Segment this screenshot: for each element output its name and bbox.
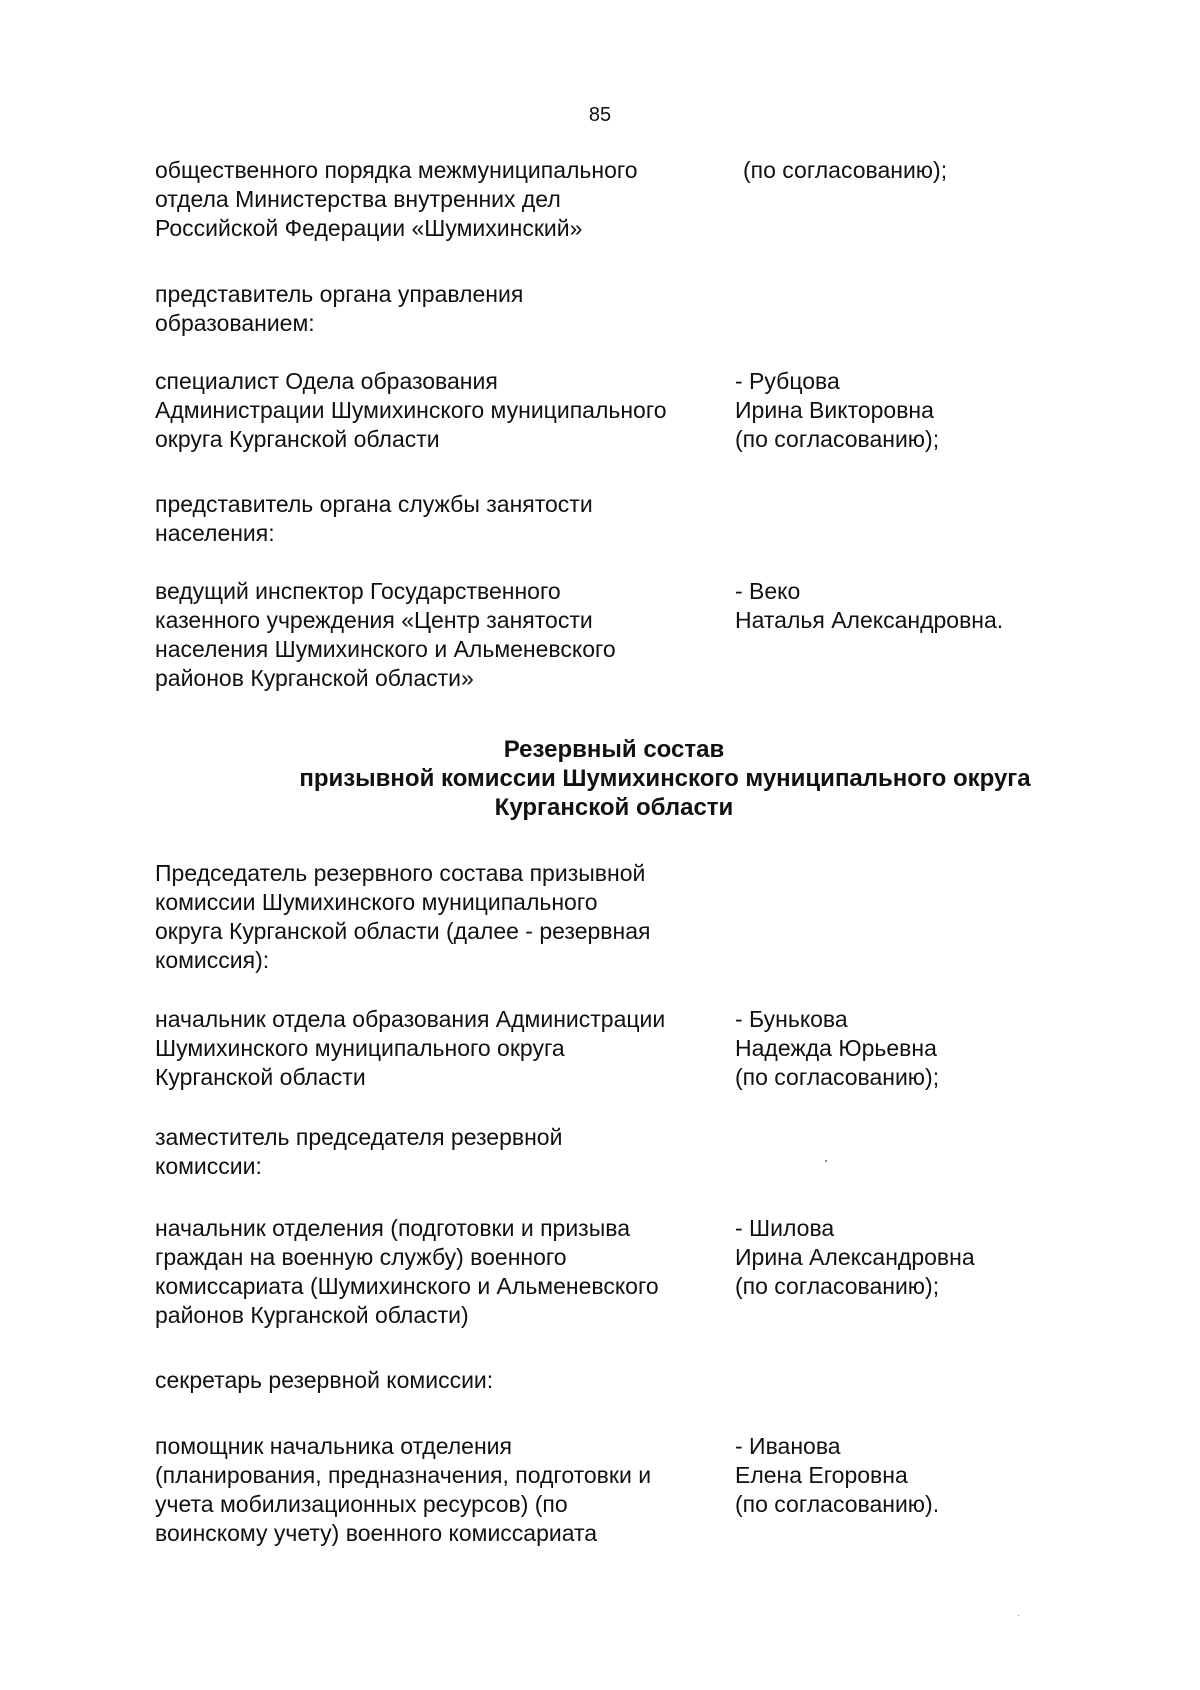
entry-person: - Иванова Елена Егоровна (по согласованию). [735, 1433, 940, 1517]
scan-speck [1018, 1615, 1019, 1616]
entry-position: ведущий инспектор Государственного казенного учреждения «Центр занятости населения Шумихинского и Альменевского районов Курганской области» [155, 578, 616, 691]
page-number: 85 [588, 104, 612, 126]
scan-speck [825, 1160, 827, 1162]
entry-person: (по согласованию); [743, 157, 948, 183]
entry-position: представитель органа управления образованием: [155, 281, 524, 336]
reserve-heading-line3: Курганской области [494, 794, 734, 821]
entry-person: - Шилова Ирина Александровна (по согласованию); [735, 1215, 975, 1299]
entry-position: начальник отделения (подготовки и призыва граждан на военную службу) военного комиссариата (Шумихинского и Альменевского районов Курганской области) [155, 1215, 659, 1328]
entry-position: помощник начальника отделения (планирования, предназначения, подготовки и учета мобилизационных ресурсов) (по воинскому учету) военного комиссариата [155, 1433, 652, 1546]
entry-person: - Рубцова Ирина Викторовна (по согласованию); [735, 368, 940, 452]
reserve-heading-line2: призывной комиссии Шумихинского муниципального округа [299, 765, 1031, 792]
entry-person: - Веко Наталья Александровна. [735, 578, 1004, 633]
reserve-heading [0, 735, 1200, 822]
entry-position: общественного порядка межмуниципального отдела Министерства внутренних дел Российской Федерации «Шумихинский» [155, 157, 638, 241]
entry-position: секретарь резервной комиссии: [155, 1367, 494, 1393]
entry-person: - Бунькова Надежда Юрьевна (по согласованию); [735, 1006, 940, 1090]
entry-position: заместитель председателя резервной комиссии: [155, 1124, 563, 1179]
entry-position: представитель органа службы занятости населения: [155, 491, 593, 546]
entry-position: специалист Одела образования Администрации Шумихинского муниципального округа Курганской области [155, 368, 667, 452]
entry-position: начальник отдела образования Администрации Шумихинского муниципального округа Курганской области [155, 1006, 666, 1090]
entry-position: Председатель резервного состава призывной комиссии Шумихинского муниципального округа Курганской области (далее - резервная комиссия): [155, 860, 651, 973]
reserve-heading-line1: Резервный состав [503, 736, 725, 763]
